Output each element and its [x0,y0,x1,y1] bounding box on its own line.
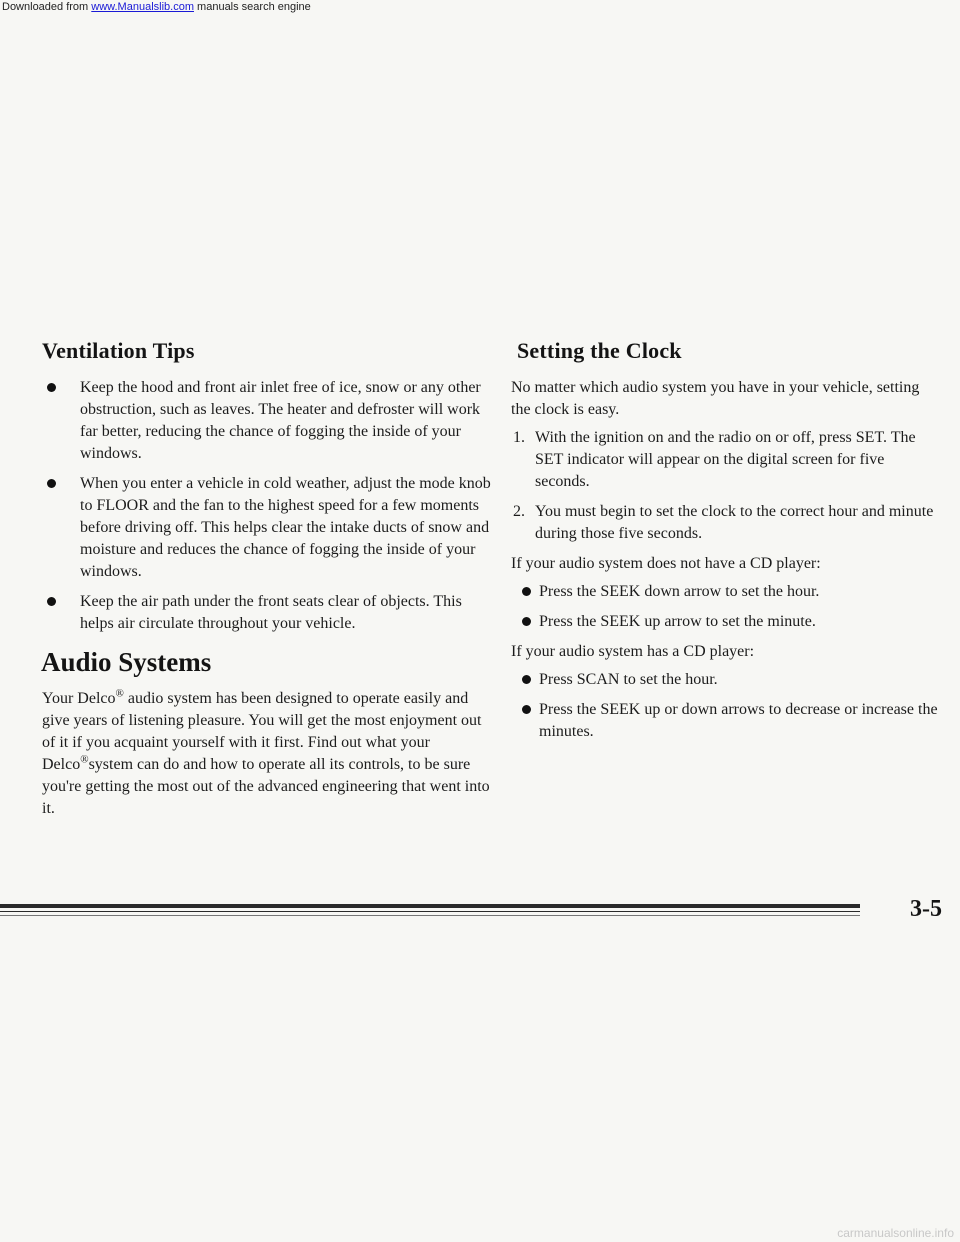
list-item [509,669,941,691]
cd-label: If your audio system has a CD player: [511,643,755,660]
right-column [509,338,941,751]
step-number: 1. [513,429,525,446]
registered-mark: ® [80,753,89,766]
bullet-text: Press the SEEK up arrow to set the minute. [539,613,816,630]
list-item [509,581,941,603]
clock-intro: No matter which audio system you have in your vehicle, setting the clock is easy. [511,379,920,418]
page-number: 3-5 [910,896,942,922]
bullet-icon [522,587,531,596]
bullet-text: When you enter a vehicle in cold weather, adjust the mode knob to FLOOR and the fan to the highest speed for a few moments before driving off. This helps clear the intake ducts of snow and moisture and reduces the chance of fogging the inside of your windows. [80,475,491,580]
manualslib-link[interactable]: www.Manualslib.com [91,1,194,13]
bullet-icon [522,617,531,626]
list-item [42,591,492,635]
bullet-text: Press the SEEK down arrow to set the hour. [539,583,820,600]
bullet-text: Press SCAN to set the hour. [539,671,718,688]
step-text: With the ignition on and the radio on or off, press SET. The SET indicator will appear on the digital screen for five seconds. [535,429,916,490]
bullet-text: Keep the air path under the front seats clear of objects. This helps air circulate throughout your vehicle. [80,593,462,632]
setting-clock-heading: Setting the Clock [517,338,682,363]
audio-text-b: audio system has been designed to operate easily and give years of listening pleasure. You will get the most enjoyment out of it if you acquaint yourself with it first. Find out what your Delco [42,690,482,773]
footer-rule-thin [0,911,860,912]
bullet-text: Press the SEEK up or down arrows to decrease or increase the minutes. [539,701,938,740]
footer-rules [0,900,960,920]
clock-steps [509,427,941,545]
bullet-icon [47,383,56,392]
watermark: carmanualsonline.info [837,1226,954,1240]
no-cd-label: If your audio system does not have a CD player: [511,555,821,572]
audio-text-a: Your Delco [42,690,116,707]
audio-systems-heading: Audio Systems [41,647,212,677]
step-text: You must begin to set the clock to the correct hour and minute during those five seconds. [535,503,934,542]
step-number: 2. [513,503,525,520]
bullet-icon [47,597,56,606]
cd-list [509,669,941,743]
bullet-icon [522,675,531,684]
registered-mark: ® [115,687,124,700]
bullet-icon [47,479,56,488]
ventilation-tips-list [42,377,492,635]
list-item [509,699,941,743]
list-item [42,473,492,583]
banner-prefix: Downloaded from [2,1,89,13]
step-item [509,501,941,545]
audio-text-c: system can do and how to operate all its controls, to be sure you're getting the most out of the advanced engineering that went into it. [42,756,490,817]
banner-suffix: manuals search engine [197,1,311,13]
bullet-text: Keep the hood and front air inlet free of ice, snow or any other obstruction, such as leaves. The heater and defroster will work far better, reducing the chance of fogging the inside of your windows. [80,379,481,462]
step-item [509,427,941,493]
no-cd-list [509,581,941,633]
left-column [42,338,492,826]
audio-systems-paragraph [42,688,492,820]
list-item [509,611,941,633]
ventilation-tips-heading: Ventilation Tips [42,338,195,363]
list-item [42,377,492,465]
footer-rule-thick [0,904,860,908]
download-banner [0,0,960,14]
footer-rule-thin-lower [0,915,860,916]
bullet-icon [522,705,531,714]
